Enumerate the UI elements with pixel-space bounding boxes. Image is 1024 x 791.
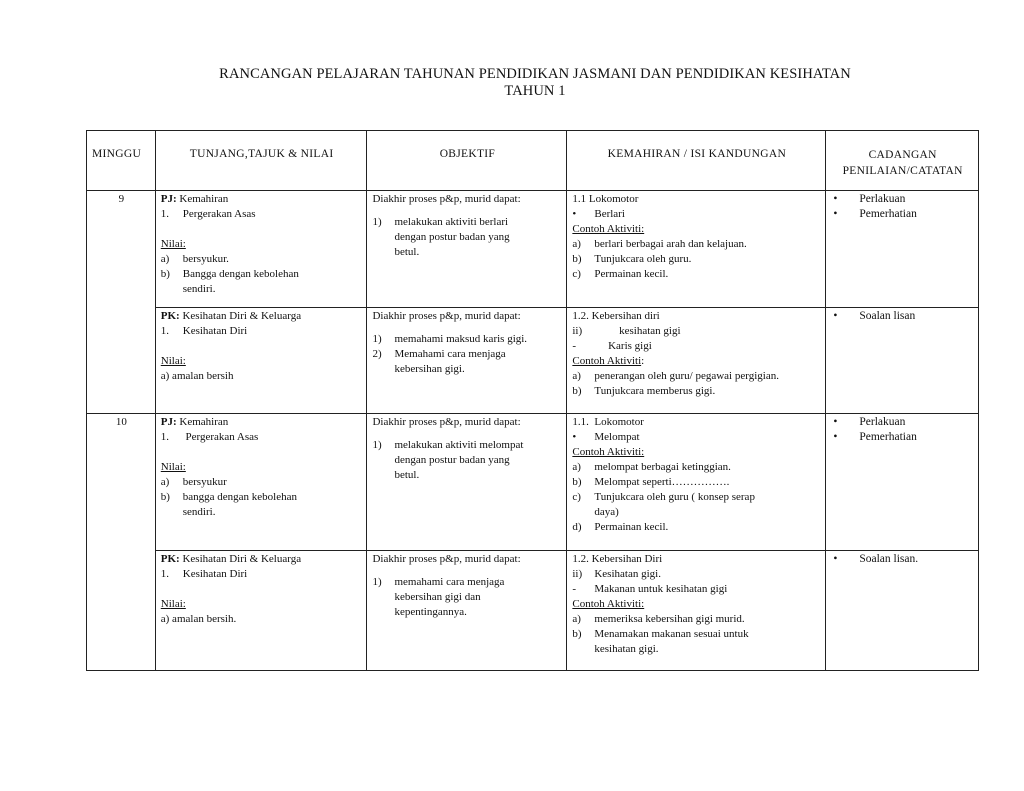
aktiviti-item: berlari berbagai arah dan kelajuan. — [594, 238, 747, 250]
header-objektif: OBJEKTIF — [367, 131, 567, 191]
aktiviti-marker: d) — [572, 521, 582, 533]
objektif-marker: 1) — [372, 576, 382, 588]
bullet-icon: • — [833, 553, 838, 565]
header-kemahiran: KEMAHIRAN / ISI KANDUNGAN — [567, 131, 826, 191]
nilai-marker: b) — [160, 268, 170, 280]
objektif-continuation: dengan postur badan yang — [394, 231, 510, 243]
nilai-item: bangga dengan kebolehan — [182, 491, 297, 503]
aktiviti-marker: a) — [572, 238, 581, 250]
cadangan-item: Soalan lisan. — [859, 553, 919, 565]
tunjang-cell — [155, 191, 367, 308]
tunjang-cell — [155, 308, 367, 414]
header-minggu: MINGGU — [87, 131, 156, 191]
nilai-label: Nilai: — [160, 355, 186, 367]
aktiviti-marker: c) — [572, 491, 581, 503]
kemahiran-cell — [567, 551, 826, 671]
header-cadangan-line1: CADANGAN — [868, 149, 937, 161]
aktiviti-item: Tunjukcara memberus gigi. — [594, 385, 716, 397]
table-row — [87, 551, 979, 671]
tunjang-label: PJ: — [160, 416, 177, 428]
header-cadangan — [826, 131, 979, 191]
objektif-cell — [367, 551, 567, 671]
cadangan-cell — [826, 414, 979, 551]
objektif-continuation: betul. — [394, 246, 420, 258]
nilai-marker: b) — [160, 491, 170, 503]
objektif-cell — [367, 191, 567, 308]
kemahiran-sub-marker: - — [572, 583, 577, 595]
aktiviti-marker: b) — [572, 385, 582, 397]
tunjang-title: Kesihatan Diri & Keluarga — [179, 310, 302, 322]
objektif-cell — [367, 414, 567, 551]
kemahiran-cell — [567, 308, 826, 414]
tunjang-title: Kemahiran — [176, 193, 229, 205]
aktiviti-item: Permainan kecil. — [594, 521, 669, 533]
nilai-label: Nilai: — [160, 238, 186, 250]
objektif-continuation: kepentingannya. — [394, 606, 467, 618]
objektif-intro: Diakhir proses p&p, murid dapat: — [372, 193, 521, 205]
tunjang-title: Kesihatan Diri & Keluarga — [179, 553, 302, 565]
kemahiran-sub-item: Karis gigi — [594, 340, 652, 352]
kemahiran-heading: 1.2. Kebersihan Diri — [572, 553, 663, 565]
tunjang-label: PK: — [160, 553, 180, 565]
aktiviti-item: Tunjukcara oleh guru. — [594, 253, 692, 265]
contoh-aktiviti-label: Contoh Aktiviti: — [572, 598, 645, 610]
objektif-intro: Diakhir proses p&p, murid dapat: — [372, 416, 521, 428]
kemahiran-sub-item: kesihatan gigi — [594, 325, 681, 337]
lesson-plan-table — [86, 130, 979, 671]
objektif-marker: 1) — [372, 333, 382, 345]
aktiviti-marker: a) — [572, 461, 581, 473]
objektif-marker: 1) — [372, 216, 382, 228]
tajuk-text: Kesihatan Diri — [182, 325, 248, 337]
table-row — [87, 414, 979, 551]
table-row — [87, 191, 979, 308]
nilai-item: bersyukur. — [182, 253, 229, 265]
objektif-item: melakukan aktiviti melompat — [394, 439, 524, 451]
kemahiran-sub-marker: ii) — [572, 568, 583, 580]
cadangan-item: Soalan lisan — [859, 310, 916, 322]
tunjang-label: PK: — [160, 310, 180, 322]
tajuk-marker: 1. — [160, 325, 170, 337]
tunjang-cell — [155, 551, 367, 671]
objektif-item: melakukan aktiviti berlari — [394, 216, 509, 228]
objektif-item: memahami maksud karis gigi. — [394, 333, 528, 345]
objektif-continuation: dengan postur badan yang — [394, 454, 510, 466]
aktiviti-marker: b) — [572, 476, 582, 488]
objektif-intro: Diakhir proses p&p, murid dapat: — [372, 553, 521, 565]
title-line-2: TAHUN 1 — [504, 83, 566, 99]
bullet-icon: • — [833, 310, 838, 322]
tunjang-title: Kemahiran — [176, 416, 229, 428]
nilai-item: a) amalan bersih — [160, 370, 234, 382]
kemahiran-cell — [567, 191, 826, 308]
aktiviti-marker: a) — [572, 370, 581, 382]
bullet-icon: • — [833, 193, 838, 205]
document-title — [0, 66, 1024, 100]
contoh-aktiviti-label: Contoh Aktiviti — [572, 355, 642, 367]
header-tunjang: TUNJANG,TAJUK & NILAI — [155, 131, 367, 191]
aktiviti-marker: b) — [572, 253, 582, 265]
aktiviti-item: Tunjukcara oleh guru ( konsep serap — [594, 491, 755, 503]
nilai-marker: a) — [160, 253, 170, 265]
contoh-aktiviti-label: Contoh Aktiviti: — [572, 223, 645, 235]
kemahiran-sub-marker: ii) — [572, 325, 583, 337]
kemahiran-heading: 1.2. Kebersihan diri — [572, 310, 660, 322]
cadangan-item: Pemerhatian — [859, 208, 917, 220]
aktiviti-item: Melompat seperti……………. — [594, 476, 730, 488]
kemahiran-heading: 1.1. Lokomotor — [572, 416, 644, 428]
kemahiran-sub-item: Kesihatan gigi. — [594, 568, 661, 580]
aktiviti-marker: b) — [572, 628, 582, 640]
nilai-continuation: sendiri. — [182, 283, 216, 295]
aktiviti-continuation: kesihatan gigi. — [594, 643, 659, 655]
kemahiran-sub-item: Makanan untuk kesihatan gigi — [594, 583, 728, 595]
kemahiran-bullet: Melompat — [594, 431, 640, 443]
bullet-icon: • — [833, 431, 838, 443]
objektif-marker: 1) — [372, 439, 382, 451]
nilai-label: Nilai: — [160, 461, 186, 473]
tunjang-cell — [155, 414, 367, 551]
tajuk-text: Pergerakan Asas — [182, 208, 256, 220]
cadangan-item: Pemerhatian — [859, 431, 917, 443]
tunjang-label: PJ: — [160, 193, 177, 205]
cadangan-cell — [826, 191, 979, 308]
aktiviti-marker: a) — [572, 613, 581, 625]
aktiviti-item: Permainan kecil. — [594, 268, 669, 280]
tajuk-marker: 1. — [160, 208, 170, 220]
minggu-cell: 10 — [87, 414, 156, 671]
nilai-item: Bangga dengan kebolehan — [182, 268, 299, 280]
bullet-icon: • — [572, 431, 577, 443]
aktiviti-marker: c) — [572, 268, 581, 280]
nilai-label: Nilai: — [160, 598, 186, 610]
objektif-item: Memahami cara menjaga — [394, 348, 506, 360]
nilai-item: bersyukur — [182, 476, 227, 488]
aktiviti-item: memeriksa kebersihan gigi murid. — [594, 613, 745, 625]
title-line-1: RANCANGAN PELAJARAN TAHUNAN PENDIDIKAN JASMANI DAN PENDIDIKAN KESIHATAN — [219, 66, 851, 82]
kemahiran-cell — [567, 414, 826, 551]
header-cadangan-line2: PENILAIAN/CATATAN — [842, 165, 963, 177]
objektif-marker: 2) — [372, 348, 382, 360]
kemahiran-sub-marker: - — [572, 340, 577, 352]
objektif-continuation: kebersihan gigi. — [394, 363, 465, 375]
table-header-row — [87, 131, 979, 191]
aktiviti-item: melompat berbagai ketinggian. — [594, 461, 731, 473]
tajuk-text: Kesihatan Diri — [182, 568, 248, 580]
tajuk-text: Pergerakan Asas — [182, 431, 259, 443]
cadangan-cell — [826, 308, 979, 414]
tajuk-marker: 1. — [160, 431, 170, 443]
aktiviti-continuation: daya) — [594, 506, 619, 518]
objektif-cell — [367, 308, 567, 414]
bullet-icon: • — [572, 208, 577, 220]
kemahiran-bullet: Berlari — [594, 208, 625, 220]
minggu-cell: 9 — [87, 191, 156, 414]
aktiviti-item: penerangan oleh guru/ pegawai pergigian. — [594, 370, 779, 382]
contoh-aktiviti-label: Contoh Aktiviti: — [572, 446, 645, 458]
table-row — [87, 308, 979, 414]
cadangan-cell — [826, 551, 979, 671]
kemahiran-heading: 1.1 Lokomotor — [572, 193, 639, 205]
aktiviti-item: Menamakan makanan sesuai untuk — [594, 628, 749, 640]
nilai-marker: a) — [160, 476, 170, 488]
cadangan-item: Perlakuan — [859, 193, 906, 205]
objektif-item: memahami cara menjaga — [394, 576, 505, 588]
tajuk-marker: 1. — [160, 568, 170, 580]
cadangan-item: Perlakuan — [859, 416, 906, 428]
nilai-item: a) amalan bersih. — [160, 613, 237, 625]
bullet-icon: • — [833, 416, 838, 428]
objektif-intro: Diakhir proses p&p, murid dapat: — [372, 310, 521, 322]
objektif-continuation: betul. — [394, 469, 420, 481]
contoh-aktiviti-suffix: : — [641, 355, 645, 367]
objektif-continuation: kebersihan gigi dan — [394, 591, 481, 603]
bullet-icon: • — [833, 208, 838, 220]
nilai-continuation: sendiri. — [182, 506, 216, 518]
